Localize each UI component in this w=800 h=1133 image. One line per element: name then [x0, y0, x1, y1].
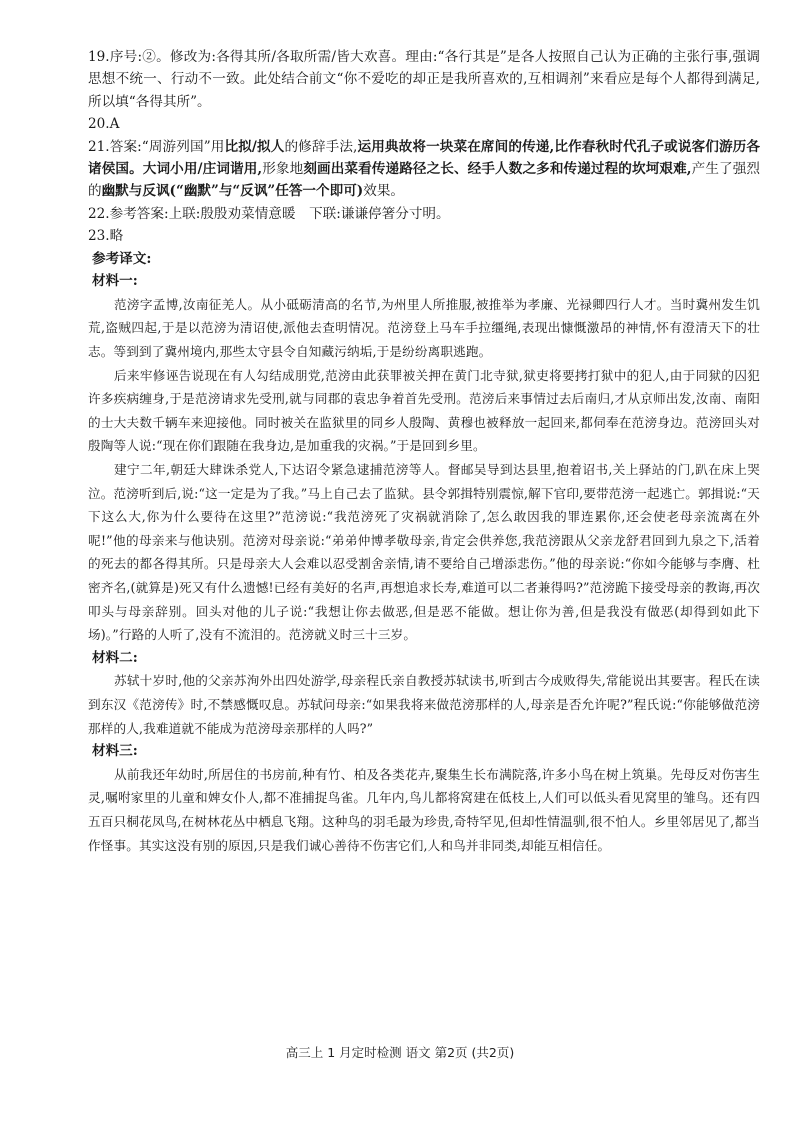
answer-21-part-c: 的修辞手法,	[284, 138, 358, 155]
material-1-paragraph: 范滂字孟博,汝南征羌人。从小砥砺清高的名节,为州里人所推服,被推举为孝廉、光禄卿四行人才。当时冀州发生饥荒,盗贼四起,于是以范滂为清诏使,派他去查明情况。范滂登上马车手拉缰绳,表现出慷慨激昂的神情,怀有澄清天下的壮志。等到到了冀州境内,那些太守县令自知藏污纳垢,于是纷纷离职逃跑。	[88, 296, 760, 360]
answer-21-part-b: 比拟/拟人	[224, 138, 285, 155]
material-1-paragraph: 建宁二年,朝廷大肆诛杀党人,下达诏令紧急逮捕范滂等人。督邮吴导到达县里,抱着诏书,关上驿站的门,趴在床上哭泣。范滂听到后,说:“这一定是为了我。”马上自己去了监狱。县令郭揖特别震惊,解下官印,要带范滂一起逃亡。郭揖说:“天下这么大,你为什么要待在这里?”范滂说:“我范滂死了灾祸就消除了,怎么敢因我的罪连累你,还会使老母亲流离在外呢!”他的母亲来与他诀别。范滂对母亲说:“弟弟仲博孝敬母亲,肯定会供养您,我范滂跟从父亲龙舒君回到九泉之下,活着的死去的都各得其所。只是母亲大人会难以忍受割舍亲情,请不要给自己增添悲伤。”他的母亲说:“你如今能够与李膺、杜密齐名,(就算是)死又有什么遗憾!已经有美好的名声,再想追求长寿,难道可以二者兼得吗?”范滂跪下接受母亲的教诲,再次叩头与母亲辞别。回头对他的儿子说:“我想让你去做恶,但是恶不能做。想让你为善,但是我没有做恶(却得到如此下场)。”行路的人听了,没有不流泪的。范滂就义时三十三岁。	[88, 462, 760, 643]
material-1-title: 材料一:	[92, 273, 138, 290]
answer-22: 22.参考答案:上联:殷殷劝菜情意暖 下联:谦谦停箸分寸明。	[88, 205, 450, 222]
answer-21-part-f: 刻画出菜看传递路径之长、经手人数之多和传递过程的坎坷艰难,	[303, 161, 692, 178]
answer-21-part-i: 效果。	[363, 183, 405, 200]
answer-21-part-g: 产生了强烈的	[88, 161, 761, 200]
material-3-paragraph: 从前我还年幼时,所居住的书房前,种有竹、柏及各类花卉,聚集生长布满院落,许多小鸟在树上筑巢。先母反对伤害生灵,嘱咐家里的儿童和婢女仆人,都不准捕捉鸟雀。几年内,鸟儿都将窝建在低枝上,人们可以低头看见窝里的雏鸟。还有四五百只桐花凤鸟,在树林花丛中栖息飞翔。这种鸟的羽毛最为珍贵,奇特罕见,但却性情温驯,很不怕人。乡里邻居见了,都当作怪事。其实这没有别的原因,只是我们诚心善待不伤害它们,人和鸟并非同类,却能互相信任。	[88, 766, 760, 853]
material-2-paragraph: 苏轼十岁时,他的父亲苏洵外出四处游学,母亲程氏亲自教授苏轼读书,听到古今成败得失,常能说出其要害。程氏在读到东汉《范滂传》时,不禁感慨叹息。苏轼问母亲:“如果我将来做范滂那样的人,母亲是否允许呢?”程氏说:“你能够做范滂那样的人,我难道就不能成为范滂母亲那样的人吗?”	[88, 673, 760, 736]
material-3-title: 材料三:	[92, 743, 138, 760]
answer-20: 20.A	[88, 116, 120, 133]
answer-21-part-a: 21.答案:“周游列国”用	[88, 138, 225, 155]
translation-title: 参考译文:	[92, 250, 152, 267]
answer-21-part-h: 幽默与反讽(“幽默”与“反讽”任答一个即可)	[101, 183, 364, 200]
page-footer: 高三上 1 月定时检测 语文 第2页 (共2页)	[285, 1045, 515, 1060]
answer-23: 23.略	[88, 228, 124, 245]
answer-21-part-d: 运用典故将一块菜在席间的传递,比作春秋时代孔子或说客们游历各诸侯国。大词小用/庄词谐用,	[88, 138, 760, 178]
answer-21	[88, 136, 760, 203]
material-1-paragraph: 后来牢修诬告说现在有人勾结成朋党,范滂由此获罪被关押在黄门北寺狱,狱吏将要拷打狱中的犯人,由于同狱的囚犯许多疾病缠身,于是范滂请求先受刑,就与同郡的袁忠争着首先受刑。范滂后来事情过去后南归,才从京师出发,汝南、南阳的士大夫数千辆车来迎接他。同时被关在监狱里的同乡人殷陶、黄穆也被释放一起回来,都伺奉在范滂身边。范滂回头对殷陶等人说:“现在你们跟随在我身边,是加重我的灾祸。”于是回到乡里。	[88, 367, 760, 454]
material-2-title: 材料二:	[92, 649, 138, 666]
answer-19: 19.序号:②。修改为:各得其所/各取所需/皆大欢喜。理由:“各行其是”是各人按照自己认为正确的主张行事,强调思想不统一、行动不一致。此处结合前文“你不爱吃的却正是我所喜欢的,互相调剂”来看应是每个人都得到满足,所以填“各得其所”。	[88, 49, 760, 110]
page-content	[88, 46, 760, 857]
answer-21-part-e: 形象地	[262, 161, 304, 178]
